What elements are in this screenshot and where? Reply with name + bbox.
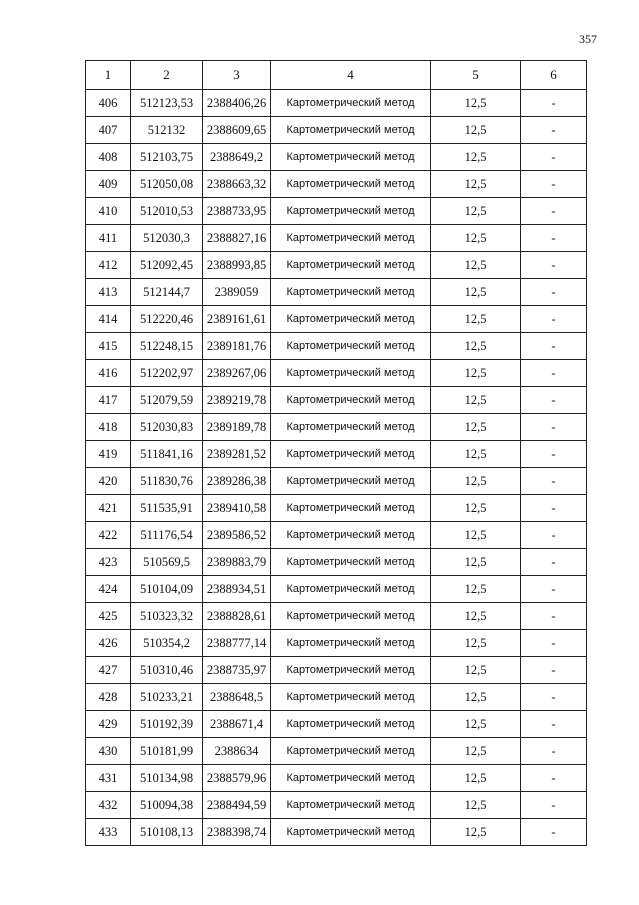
table-row	[86, 144, 587, 171]
y-coordinate-cell: 2389219,78	[203, 387, 271, 414]
method-cell: Картометрический метод	[271, 144, 431, 171]
x-coordinate-cell: 512220,46	[131, 306, 203, 333]
accuracy-cell: 12,5	[431, 765, 521, 792]
x-coordinate-cell: 512123,53	[131, 90, 203, 117]
x-coordinate-cell: 510233,21	[131, 684, 203, 711]
method-cell: Картометрический метод	[271, 549, 431, 576]
note-cell: -	[521, 819, 587, 846]
point-number-cell: 424	[86, 576, 131, 603]
x-coordinate-cell: 510569,5	[131, 549, 203, 576]
table-row	[86, 306, 587, 333]
method-cell: Картометрический метод	[271, 819, 431, 846]
note-cell: -	[521, 603, 587, 630]
point-number-cell: 433	[86, 819, 131, 846]
accuracy-cell: 12,5	[431, 576, 521, 603]
table-row	[86, 441, 587, 468]
accuracy-cell: 12,5	[431, 468, 521, 495]
note-cell: -	[521, 549, 587, 576]
table-row	[86, 468, 587, 495]
point-number-cell: 413	[86, 279, 131, 306]
x-coordinate-cell: 512092,45	[131, 252, 203, 279]
method-cell: Картометрический метод	[271, 441, 431, 468]
y-coordinate-cell: 2389281,52	[203, 441, 271, 468]
note-cell: -	[521, 630, 587, 657]
accuracy-cell: 12,5	[431, 738, 521, 765]
x-coordinate-cell: 510323,32	[131, 603, 203, 630]
point-number-cell: 420	[86, 468, 131, 495]
method-cell: Картометрический метод	[271, 171, 431, 198]
header-col-3: 3	[203, 61, 271, 90]
note-cell: -	[521, 387, 587, 414]
accuracy-cell: 12,5	[431, 711, 521, 738]
accuracy-cell: 12,5	[431, 333, 521, 360]
method-cell: Картометрический метод	[271, 522, 431, 549]
x-coordinate-cell: 512144,7	[131, 279, 203, 306]
x-coordinate-cell: 511535,91	[131, 495, 203, 522]
method-cell: Картометрический метод	[271, 495, 431, 522]
coordinates-table	[85, 60, 587, 846]
method-cell: Картометрический метод	[271, 252, 431, 279]
note-cell: -	[521, 333, 587, 360]
y-coordinate-cell: 2388406,26	[203, 90, 271, 117]
note-cell: -	[521, 738, 587, 765]
accuracy-cell: 12,5	[431, 144, 521, 171]
table-row	[86, 495, 587, 522]
method-cell: Картометрический метод	[271, 684, 431, 711]
note-cell: -	[521, 144, 587, 171]
method-cell: Картометрический метод	[271, 765, 431, 792]
y-coordinate-cell: 2389286,38	[203, 468, 271, 495]
x-coordinate-cell: 512030,83	[131, 414, 203, 441]
note-cell: -	[521, 576, 587, 603]
point-number-cell: 425	[86, 603, 131, 630]
accuracy-cell: 12,5	[431, 198, 521, 225]
table-row	[86, 387, 587, 414]
table-row	[86, 198, 587, 225]
y-coordinate-cell: 2388634	[203, 738, 271, 765]
point-number-cell: 428	[86, 684, 131, 711]
x-coordinate-cell: 512030,3	[131, 225, 203, 252]
accuracy-cell: 12,5	[431, 441, 521, 468]
accuracy-cell: 12,5	[431, 252, 521, 279]
method-cell: Картометрический метод	[271, 792, 431, 819]
accuracy-cell: 12,5	[431, 495, 521, 522]
note-cell: -	[521, 198, 587, 225]
table-row	[86, 603, 587, 630]
y-coordinate-cell: 2388398,74	[203, 819, 271, 846]
accuracy-cell: 12,5	[431, 549, 521, 576]
table-row	[86, 657, 587, 684]
accuracy-cell: 12,5	[431, 360, 521, 387]
point-number-cell: 421	[86, 495, 131, 522]
y-coordinate-cell: 2388735,97	[203, 657, 271, 684]
header-col-4: 4	[271, 61, 431, 90]
table-row	[86, 279, 587, 306]
table-header-row	[86, 61, 587, 90]
x-coordinate-cell: 510310,46	[131, 657, 203, 684]
note-cell: -	[521, 657, 587, 684]
point-number-cell: 427	[86, 657, 131, 684]
y-coordinate-cell: 2388648,5	[203, 684, 271, 711]
table-row	[86, 360, 587, 387]
y-coordinate-cell: 2389410,58	[203, 495, 271, 522]
note-cell: -	[521, 711, 587, 738]
y-coordinate-cell: 2388609,65	[203, 117, 271, 144]
y-coordinate-cell: 2389181,76	[203, 333, 271, 360]
table-row	[86, 171, 587, 198]
note-cell: -	[521, 792, 587, 819]
x-coordinate-cell: 510108,13	[131, 819, 203, 846]
x-coordinate-cell: 512079,59	[131, 387, 203, 414]
point-number-cell: 423	[86, 549, 131, 576]
table-row	[86, 819, 587, 846]
accuracy-cell: 12,5	[431, 306, 521, 333]
table-row	[86, 414, 587, 441]
accuracy-cell: 12,5	[431, 279, 521, 306]
table-row	[86, 630, 587, 657]
x-coordinate-cell: 511841,16	[131, 441, 203, 468]
accuracy-cell: 12,5	[431, 117, 521, 144]
point-number-cell: 407	[86, 117, 131, 144]
header-col-2: 2	[131, 61, 203, 90]
note-cell: -	[521, 765, 587, 792]
point-number-cell: 419	[86, 441, 131, 468]
point-number-cell: 432	[86, 792, 131, 819]
y-coordinate-cell: 2388663,32	[203, 171, 271, 198]
note-cell: -	[521, 468, 587, 495]
method-cell: Картометрический метод	[271, 468, 431, 495]
point-number-cell: 414	[86, 306, 131, 333]
table-row	[86, 225, 587, 252]
note-cell: -	[521, 279, 587, 306]
y-coordinate-cell: 2388671,4	[203, 711, 271, 738]
y-coordinate-cell: 2388494,59	[203, 792, 271, 819]
note-cell: -	[521, 360, 587, 387]
accuracy-cell: 12,5	[431, 522, 521, 549]
table-row	[86, 765, 587, 792]
accuracy-cell: 12,5	[431, 90, 521, 117]
x-coordinate-cell: 510354,2	[131, 630, 203, 657]
x-coordinate-cell: 512202,97	[131, 360, 203, 387]
y-coordinate-cell: 2388828,61	[203, 603, 271, 630]
accuracy-cell: 12,5	[431, 225, 521, 252]
point-number-cell: 411	[86, 225, 131, 252]
point-number-cell: 416	[86, 360, 131, 387]
point-number-cell: 408	[86, 144, 131, 171]
table-row	[86, 333, 587, 360]
table-row	[86, 117, 587, 144]
table-row	[86, 684, 587, 711]
y-coordinate-cell: 2389586,52	[203, 522, 271, 549]
point-number-cell: 431	[86, 765, 131, 792]
method-cell: Картометрический метод	[271, 414, 431, 441]
y-coordinate-cell: 2388777,14	[203, 630, 271, 657]
method-cell: Картометрический метод	[271, 198, 431, 225]
header-col-6: 6	[521, 61, 587, 90]
point-number-cell: 430	[86, 738, 131, 765]
accuracy-cell: 12,5	[431, 603, 521, 630]
x-coordinate-cell: 512248,15	[131, 333, 203, 360]
table-row	[86, 252, 587, 279]
method-cell: Картометрический метод	[271, 657, 431, 684]
accuracy-cell: 12,5	[431, 657, 521, 684]
y-coordinate-cell: 2388733,95	[203, 198, 271, 225]
accuracy-cell: 12,5	[431, 171, 521, 198]
x-coordinate-cell: 510094,38	[131, 792, 203, 819]
y-coordinate-cell: 2389267,06	[203, 360, 271, 387]
y-coordinate-cell: 2388993,85	[203, 252, 271, 279]
x-coordinate-cell: 512050,08	[131, 171, 203, 198]
table-row	[86, 792, 587, 819]
accuracy-cell: 12,5	[431, 819, 521, 846]
point-number-cell: 429	[86, 711, 131, 738]
method-cell: Картометрический метод	[271, 90, 431, 117]
note-cell: -	[521, 225, 587, 252]
page-number: 357	[579, 32, 597, 46]
point-number-cell: 410	[86, 198, 131, 225]
y-coordinate-cell: 2388827,16	[203, 225, 271, 252]
point-number-cell: 426	[86, 630, 131, 657]
y-coordinate-cell: 2389059	[203, 279, 271, 306]
method-cell: Картометрический метод	[271, 360, 431, 387]
note-cell: -	[521, 90, 587, 117]
accuracy-cell: 12,5	[431, 792, 521, 819]
note-cell: -	[521, 495, 587, 522]
point-number-cell: 418	[86, 414, 131, 441]
point-number-cell: 412	[86, 252, 131, 279]
method-cell: Картометрический метод	[271, 738, 431, 765]
note-cell: -	[521, 252, 587, 279]
method-cell: Картометрический метод	[271, 279, 431, 306]
x-coordinate-cell: 512103,75	[131, 144, 203, 171]
y-coordinate-cell: 2389883,79	[203, 549, 271, 576]
point-number-cell: 409	[86, 171, 131, 198]
point-number-cell: 422	[86, 522, 131, 549]
table-body	[86, 90, 587, 846]
y-coordinate-cell: 2388649,2	[203, 144, 271, 171]
method-cell: Картометрический метод	[271, 576, 431, 603]
x-coordinate-cell: 511830,76	[131, 468, 203, 495]
x-coordinate-cell: 511176,54	[131, 522, 203, 549]
method-cell: Картометрический метод	[271, 603, 431, 630]
accuracy-cell: 12,5	[431, 630, 521, 657]
y-coordinate-cell: 2388934,51	[203, 576, 271, 603]
accuracy-cell: 12,5	[431, 684, 521, 711]
method-cell: Картометрический метод	[271, 117, 431, 144]
note-cell: -	[521, 306, 587, 333]
table-row	[86, 90, 587, 117]
accuracy-cell: 12,5	[431, 414, 521, 441]
x-coordinate-cell: 512010,53	[131, 198, 203, 225]
note-cell: -	[521, 414, 587, 441]
point-number-cell: 415	[86, 333, 131, 360]
header-col-1: 1	[86, 61, 131, 90]
method-cell: Картометрический метод	[271, 333, 431, 360]
table-row	[86, 576, 587, 603]
x-coordinate-cell: 510134,98	[131, 765, 203, 792]
table-row	[86, 522, 587, 549]
table-row	[86, 738, 587, 765]
y-coordinate-cell: 2389161,61	[203, 306, 271, 333]
method-cell: Картометрический метод	[271, 711, 431, 738]
header-col-5: 5	[431, 61, 521, 90]
y-coordinate-cell: 2389189,78	[203, 414, 271, 441]
method-cell: Картометрический метод	[271, 630, 431, 657]
x-coordinate-cell: 510181,99	[131, 738, 203, 765]
method-cell: Картометрический метод	[271, 387, 431, 414]
x-coordinate-cell: 510192,39	[131, 711, 203, 738]
note-cell: -	[521, 684, 587, 711]
y-coordinate-cell: 2388579,96	[203, 765, 271, 792]
table-row	[86, 549, 587, 576]
x-coordinate-cell: 510104,09	[131, 576, 203, 603]
method-cell: Картометрический метод	[271, 306, 431, 333]
note-cell: -	[521, 117, 587, 144]
note-cell: -	[521, 441, 587, 468]
accuracy-cell: 12,5	[431, 387, 521, 414]
point-number-cell: 417	[86, 387, 131, 414]
note-cell: -	[521, 171, 587, 198]
x-coordinate-cell: 512132	[131, 117, 203, 144]
table-row	[86, 711, 587, 738]
method-cell: Картометрический метод	[271, 225, 431, 252]
point-number-cell: 406	[86, 90, 131, 117]
note-cell: -	[521, 522, 587, 549]
